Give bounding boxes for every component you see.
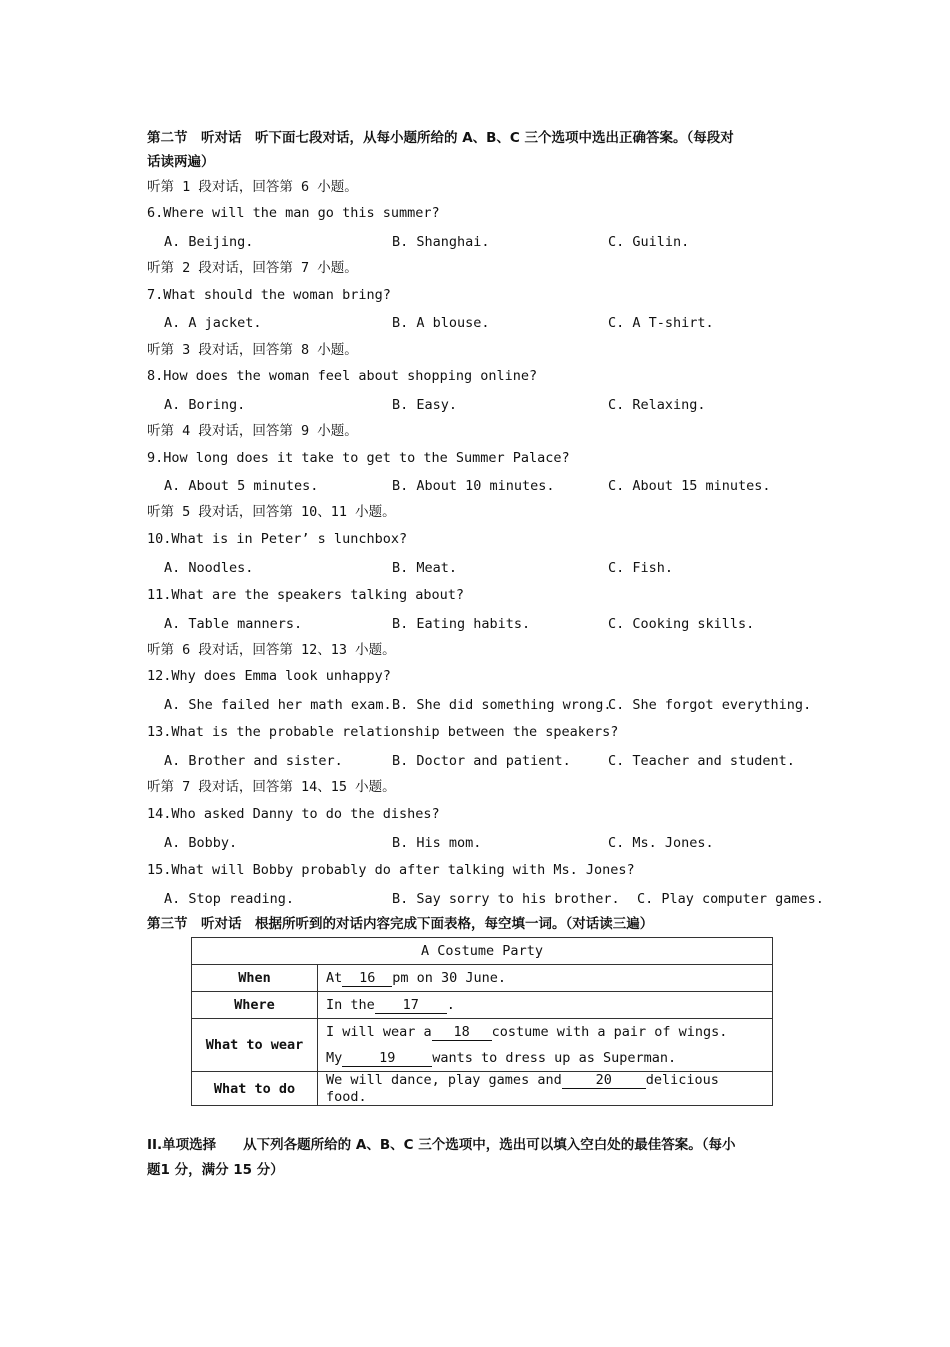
text-segment: delicious food.: [326, 1072, 719, 1105]
answer-blank-17[interactable]: 17: [375, 998, 447, 1014]
option-c: C. Fish.: [608, 560, 674, 576]
option-c: C. Ms. Jones.: [608, 835, 714, 851]
text-segment: wants to dress up as Superman.: [432, 1049, 677, 1066]
dialogue-intro: 听第 5 段对话，回答第 10、11 小题。: [147, 504, 396, 520]
answer-blank-20[interactable]: 20: [562, 1073, 646, 1089]
option-b: B. Eating habits.: [392, 616, 531, 632]
part2-title-line1: II.单项选择 从下列各题所给的 A、B、C 三个选项中，选出可以填入空白处的最佳答案。（每小: [147, 1137, 736, 1153]
row-content-do: [318, 1072, 773, 1106]
costume-party-table: [191, 937, 773, 1106]
text-segment: .: [446, 996, 455, 1013]
option-c: C. Guilin.: [608, 234, 690, 250]
question-text: 7.What should the woman bring?: [147, 287, 391, 303]
question-text: 15.What will Bobby probably do after talking with Ms. Jones?: [147, 862, 635, 878]
answer-blank-19[interactable]: 19: [342, 1051, 432, 1067]
question-text: 12.Why does Emma look unhappy?: [147, 668, 391, 684]
row-label-where: Where: [192, 992, 318, 1019]
option-a: A. Noodles.: [164, 560, 254, 576]
row-label-when: When: [192, 965, 318, 992]
option-c: C. Play computer games.: [637, 891, 824, 907]
text-segment: At: [326, 969, 343, 986]
option-a: A. About 5 minutes.: [164, 478, 319, 494]
question-text: 11.What are the speakers talking about?: [147, 587, 464, 603]
option-a: A. Bobby.: [164, 835, 238, 851]
row-label-do: What to do: [192, 1072, 318, 1106]
text-segment: I will wear a: [326, 1023, 432, 1040]
question-text: 14.Who asked Danny to do the dishes?: [147, 806, 440, 822]
row-content-wear-2: [318, 1045, 773, 1072]
question-text: 10.What is in Peter’ s lunchbox?: [147, 531, 408, 547]
option-a: A. She failed her math exam.: [164, 697, 392, 713]
text-segment: costume with a pair of wings.: [491, 1023, 728, 1040]
dialogue-intro: 听第 7 段对话，回答第 14、15 小题。: [147, 779, 396, 795]
text-segment: We will dance, play games and: [326, 1072, 562, 1088]
table-row: [192, 1072, 773, 1106]
text-segment: pm on 30 June.: [392, 969, 507, 986]
section2-title-line1: 第二节 听对话 听下面七段对话，从每小题所给的 A、B、C 三个选项中选出正确答案。（每段对: [147, 130, 734, 146]
option-b: B. Say sorry to his brother.: [392, 891, 620, 907]
text-segment: In the: [326, 996, 375, 1013]
row-content-where: [318, 992, 773, 1019]
answer-blank-18[interactable]: 18: [432, 1025, 492, 1041]
table-row: [192, 1019, 773, 1046]
question-text: 9.How long does it take to get to the Summer Palace?: [147, 450, 570, 466]
question-text: 8.How does the woman feel about shopping online?: [147, 368, 538, 384]
row-label-wear: What to wear: [192, 1019, 318, 1072]
question-text: 13.What is the probable relationship between the speakers?: [147, 724, 619, 740]
dialogue-intro: 听第 1 段对话，回答第 6 小题。: [147, 179, 358, 195]
table-caption: A Costume Party: [192, 938, 773, 965]
option-b: B. His mom.: [392, 835, 482, 851]
option-a: A. Table manners.: [164, 616, 303, 632]
option-c: C. Relaxing.: [608, 397, 706, 413]
question-text: 6.Where will the man go this summer?: [147, 205, 440, 221]
option-a: A. A jacket.: [164, 315, 262, 331]
option-b: B. She did something wrong.: [392, 697, 612, 713]
option-a: A. Brother and sister.: [164, 753, 343, 769]
option-c: C. About 15 minutes.: [608, 478, 771, 494]
text-segment: My: [326, 1049, 343, 1066]
option-b: B. About 10 minutes.: [392, 478, 555, 494]
option-b: B. Doctor and patient.: [392, 753, 571, 769]
section2-title-line2: 话读两遍）: [147, 154, 215, 170]
table-row: [192, 965, 773, 992]
section3-title: 第三节 听对话 根据所听到的对话内容完成下面表格，每空填一词。（对话读三遍）: [147, 916, 654, 932]
dialogue-intro: 听第 6 段对话，回答第 12、13 小题。: [147, 642, 396, 658]
option-c: C. She forgot everything.: [608, 697, 812, 713]
option-b: B. Easy.: [392, 397, 458, 413]
option-b: B. Meat.: [392, 560, 458, 576]
row-content-wear-1: [318, 1019, 773, 1046]
option-a: A. Stop reading.: [164, 891, 295, 907]
option-b: B. A blouse.: [392, 315, 490, 331]
answer-blank-16[interactable]: 16: [342, 971, 392, 987]
option-c: C. Teacher and student.: [608, 753, 795, 769]
dialogue-intro: 听第 4 段对话，回答第 9 小题。: [147, 423, 358, 439]
row-content-when: [318, 965, 773, 992]
option-c: C. A T-shirt.: [608, 315, 714, 331]
dialogue-intro: 听第 2 段对话，回答第 7 小题。: [147, 260, 358, 276]
option-c: C. Cooking skills.: [608, 616, 755, 632]
table-row: [192, 992, 773, 1019]
option-a: A. Boring.: [164, 397, 246, 413]
option-b: B. Shanghai.: [392, 234, 490, 250]
dialogue-intro: 听第 3 段对话，回答第 8 小题。: [147, 342, 358, 358]
part2-title-line2: 题1 分，满分 15 分）: [147, 1162, 284, 1178]
option-a: A. Beijing.: [164, 234, 254, 250]
